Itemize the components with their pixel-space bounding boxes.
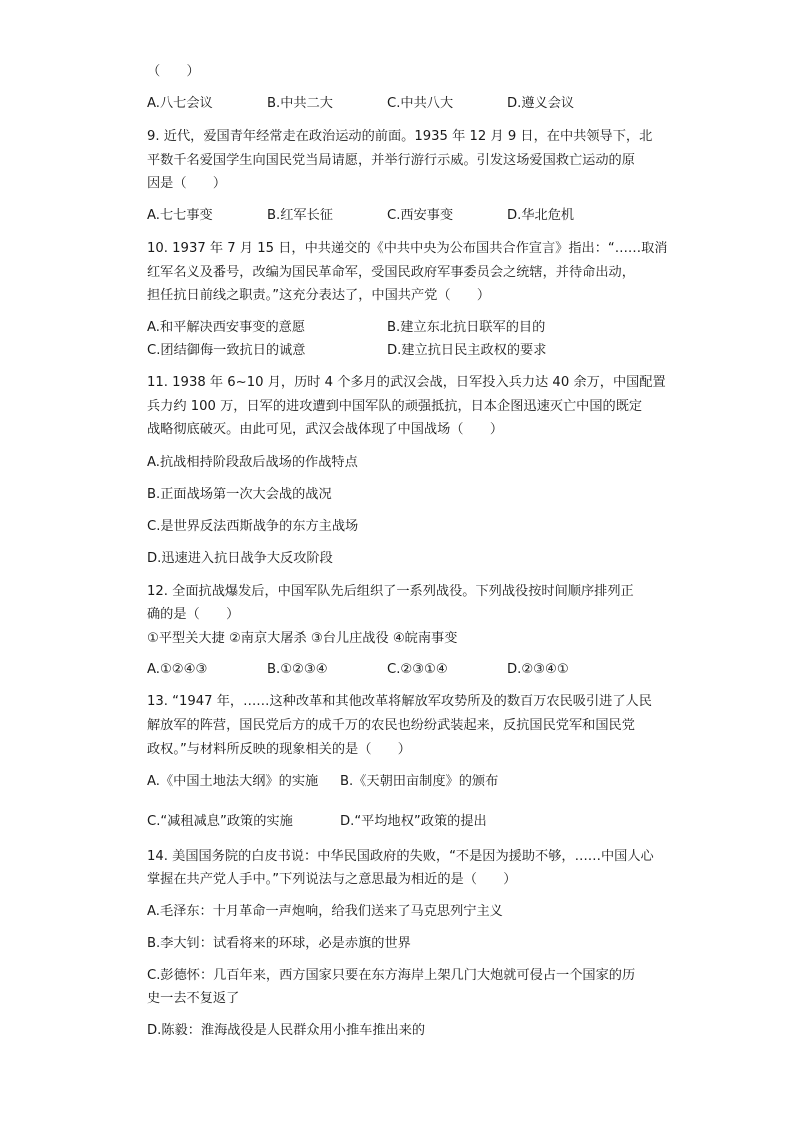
q14-option-a: A.毛泽东：十月革命一声炮响，给我们送来了马克思列宁主义 [147, 904, 503, 919]
q10-stem-line-2: 红军名义及番号，改编为国民革命军，受国民政府军事委员会之统辖，并待命出动， [147, 265, 635, 280]
q13-stem-line-2: 解放军的阵营，国民党后方的成千万的农民也纷纷武装起来，反抗国民党军和国民党 [147, 718, 635, 733]
q8-option-a: A.八七会议 [147, 96, 213, 111]
q12-stem-line-2: 确的是（ ） [147, 607, 240, 622]
q8-answer-bracket: （ ） [147, 64, 200, 79]
q8-option-d: D.遵义会议 [507, 96, 575, 111]
q11-stem-line-2: 兵力约 100 万，日军的进攻遭到中国军队的顽强抵抗，日本企图迅速灭亡中国的既定 [147, 399, 643, 414]
q11-option-c: C.是世界反法西斯战争的东方主战场 [147, 519, 359, 534]
q11-option-d: D.迅速进入抗日战争大反攻阶段 [147, 551, 333, 566]
q11-stem-line-1: 11. 1938 年 6~10 月，历时 4 个多月的武汉会战，日军投入兵力达 40 余万，中国配置 [147, 375, 666, 390]
q14-option-c-line-1: C.彭德怀：几百年来，西方国家只要在东方海岸上架几门大炮就可侵占一个国家的历 [147, 968, 636, 983]
q14-option-b: B.李大钊：试看将来的环球，必是赤旗的世界 [147, 936, 411, 951]
q8-option-c: C.中共八大 [387, 96, 454, 111]
q8-option-b: B.中共二大 [267, 96, 333, 111]
q14-option-c-line-2: 史一去不复返了 [147, 991, 240, 1006]
q10-option-b: B.建立东北抗日联军的目的 [387, 320, 546, 335]
q13-stem-line-3: 政权。”与材料所反映的现象相关的是（ ） [147, 742, 411, 757]
q12-option-a: A.①②④③ [147, 662, 208, 677]
q12-events-list: ①平型关大捷 ②南京大屠杀 ③台儿庄战役 ④皖南事变 [147, 631, 458, 646]
q9-option-b: B.红军长征 [267, 208, 333, 223]
q11-stem-line-3: 战略彻底破灭。由此可见，武汉会战体现了中国战场（ ） [147, 422, 504, 437]
q12-option-d: D.②③④① [507, 662, 569, 677]
q10-option-a: A.和平解决西安事变的意愿 [147, 320, 306, 335]
q14-stem-line-2: 掌握在共产党人手中。”下列说法与之意思最为相近的是（ ） [147, 872, 517, 887]
q10-stem-line-3: 担任抗日前线之职责。”这充分表达了，中国共产党（ ） [147, 288, 491, 303]
q13-option-a: A.《中国土地法大纲》的实施 [147, 774, 319, 789]
q9-option-c: C.西安事变 [387, 208, 454, 223]
q12-stem-line-1: 12. 全面抗战爆发后，中国军队先后组织了一系列战役。下列战役按时间顺序排列正 [147, 584, 634, 599]
q9-stem-line-1: 9. 近代，爱国青年经常走在政治运动的前面。1935 年 12 月 9 日，在中共领导下，北 [147, 129, 653, 144]
q12-option-c: C.②③①④ [387, 662, 448, 677]
q11-option-a: A.抗战相持阶段敌后战场的作战特点 [147, 455, 358, 470]
q10-option-c: C.团结御侮一致抗日的诚意 [147, 343, 306, 358]
q11-option-b: B.正面战场第一次大会战的战况 [147, 487, 332, 502]
q9-stem-line-3: 因是（ ） [147, 176, 227, 191]
q14-option-d: D.陈毅：淮海战役是人民群众用小推车推出来的 [147, 1023, 426, 1038]
q13-option-d: D.“平均地权”政策的提出 [340, 814, 487, 829]
q14-stem-line-1: 14. 美国国务院的白皮书说：中华民国政府的失败，“不是因为援助不够，……中国人心 [147, 849, 654, 864]
q9-option-a: A.七七事变 [147, 208, 213, 223]
q9-stem-line-2: 平数千名爱国学生向国民党当局请愿，并举行游行示威。引发这场爱国救亡运动的原 [147, 153, 635, 168]
q12-option-b: B.①②③④ [267, 662, 328, 677]
q10-stem-line-1: 10. 1937 年 7 月 15 日，中共递交的《中共中央为公布国共合作宣言》指出：“……取消 [147, 241, 668, 256]
q13-option-c: C.“减租减息”政策的实施 [147, 814, 293, 829]
q13-option-b: B.《天朝田亩制度》的颁布 [340, 774, 499, 789]
q9-option-d: D.华北危机 [507, 208, 575, 223]
q13-stem-line-1: 13. “1947 年，……这种改革和其他改革将解放军攻势所及的数百万农民吸引进了人民 [147, 694, 652, 709]
q10-option-d: D.建立抗日民主政权的要求 [387, 343, 547, 358]
